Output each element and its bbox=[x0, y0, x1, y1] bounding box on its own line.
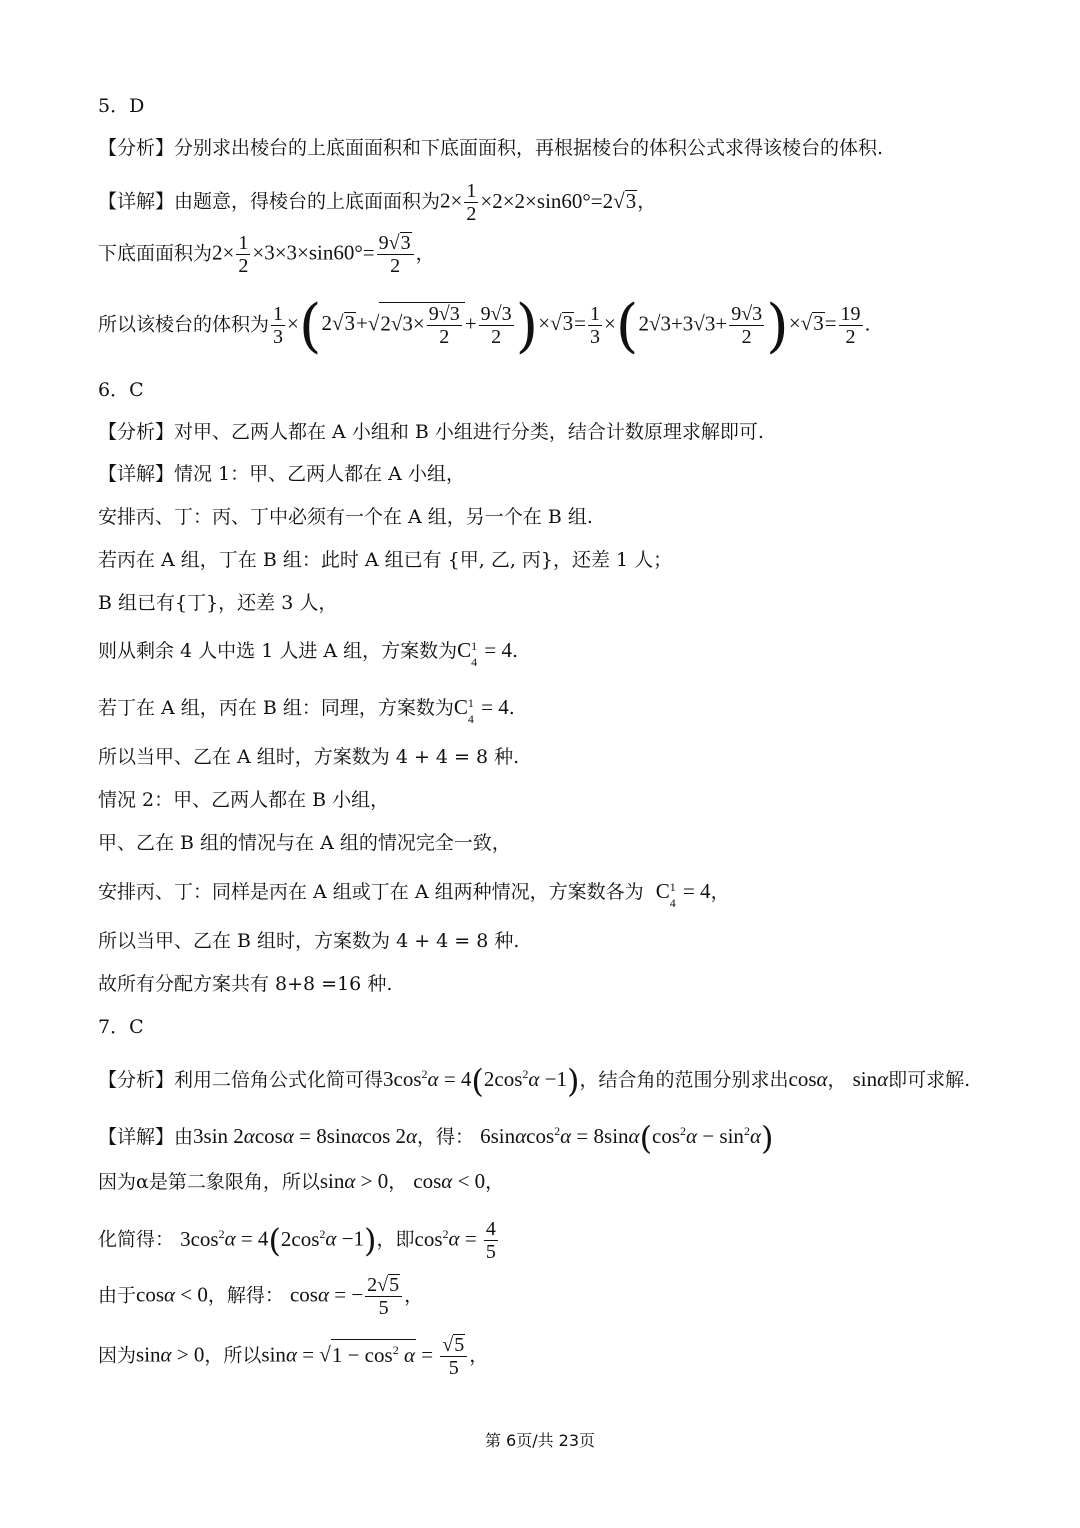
q7-detail-line5: 因为sinα > 0，所以$\sin\alpha = √1 - \cos^2 \alpha$ = $\frac{√5}{5}$ ， bbox=[98, 1334, 489, 1379]
q6-line8: 情况 2：甲、乙两人都在 B 小组， bbox=[98, 789, 390, 811]
q6-line6: 若丁在 A 组，丙在 B 组：同理，方案数为C 1 4 = 4. bbox=[98, 695, 515, 726]
q5-detail-line2: 下底面面积为2× $\frac{1}{2}$ ×3×3×sin60°= $\frac{9√3}{2}$ ， bbox=[98, 232, 435, 277]
q6-detail-line1: 【详解】情况 1：甲、乙两人都在 A 小组， bbox=[98, 463, 465, 485]
q7-head: 7．C bbox=[98, 1016, 144, 1038]
q6-line12: 故所有分配方案共有 8+8 =16 种. bbox=[98, 973, 393, 995]
q6-line10: 安排丙、丁：同样是丙在 A 组或丁在 A 组两种情况，方案数各为 C 1 4 = 4， bbox=[98, 879, 730, 910]
q6-line9: 甲、乙在 B 组的情况与在 A 组的情况完全一致， bbox=[98, 832, 511, 854]
q5-head: 5．D bbox=[98, 95, 145, 117]
q7-detail-line2: 因为α是第二象限角，所以sinα > 0， cosα < 0， bbox=[98, 1169, 505, 1193]
q6-line11: 所以当甲、乙在 B 组时，方案数为 4 + 4 = 8 种. bbox=[98, 930, 520, 952]
q6-line7: 所以当甲、乙在 A 组时，方案数为 4 + 4 = 8 种. bbox=[98, 746, 520, 768]
page-footer: 第 6页/共 23页 bbox=[484, 1431, 596, 1450]
q5-detail-line1: 【详解】由题意，得棱台的上底面面积为2× $\frac{1}{2}$ ×2×2×sin60°=2√3， bbox=[98, 180, 657, 225]
q6-analysis: 【分析】对甲、乙两人都在 A 小组和 B 小组进行分类，结合计数原理求解即可. bbox=[98, 421, 764, 443]
q7-detail-line1: 【详解】由3sin 2αcosα = 8sinαcos 2α，得： $6\sin\alpha\cos^2\alpha = 8\sin\alpha(\cos^2\alpha - \sin^2\alpha)$ bbox=[98, 1119, 774, 1157]
q5-analysis: 【分析】分别求出棱台的上底面面积和下底面面积，再根据棱台的体积公式求得该棱台的体积. bbox=[98, 137, 884, 159]
q7-detail-line4: 由于cosα < 0，解得： cosα = − $\frac{2√5}{5}$ ， bbox=[98, 1274, 424, 1319]
q6-line2: 安排丙、丁：丙、丁中必须有一个在 A 组，另一个在 B 组. bbox=[98, 506, 593, 528]
q6-line5: 则从剩余 4 人中选 1 人进 A 组，方案数为C 1 4 = 4. bbox=[98, 638, 519, 669]
q7-analysis: 【分析】利用二倍角公式化简可得$3\cos^2\alpha = 4(2\cos^2\alpha -1)$，结合角的范围分别求出cosα， sinα即可求解. bbox=[98, 1062, 971, 1100]
q7-detail-line3: 化简得： $3\cos^2\alpha = 4(2\cos^2\alpha -1)$，即$\cos^2\alpha$ = $\frac{4}{5}$ bbox=[98, 1218, 496, 1263]
q6-line4: B 组已有{丁}，还差 3 人， bbox=[98, 592, 338, 614]
q6-line3: 若丙在 A 组，丁在 B 组：此时 A 组已有 {甲, 乙, 丙}，还差 1 人； bbox=[98, 549, 673, 571]
q6-head: 6．C bbox=[98, 379, 144, 401]
q5-detail-line3: 所以该棱台的体积为 $\frac{1}{3}$ ×(2√3+√2√3× $\frac{9√3}{2}$ + $\frac{9√3}{2}$ )×√3= $\frac{1}{3}$ ×(2√3+3√3+ $\frac{9√3}{2}$ )×√3= $\frac{19}{2}$ . bbox=[98, 291, 871, 360]
